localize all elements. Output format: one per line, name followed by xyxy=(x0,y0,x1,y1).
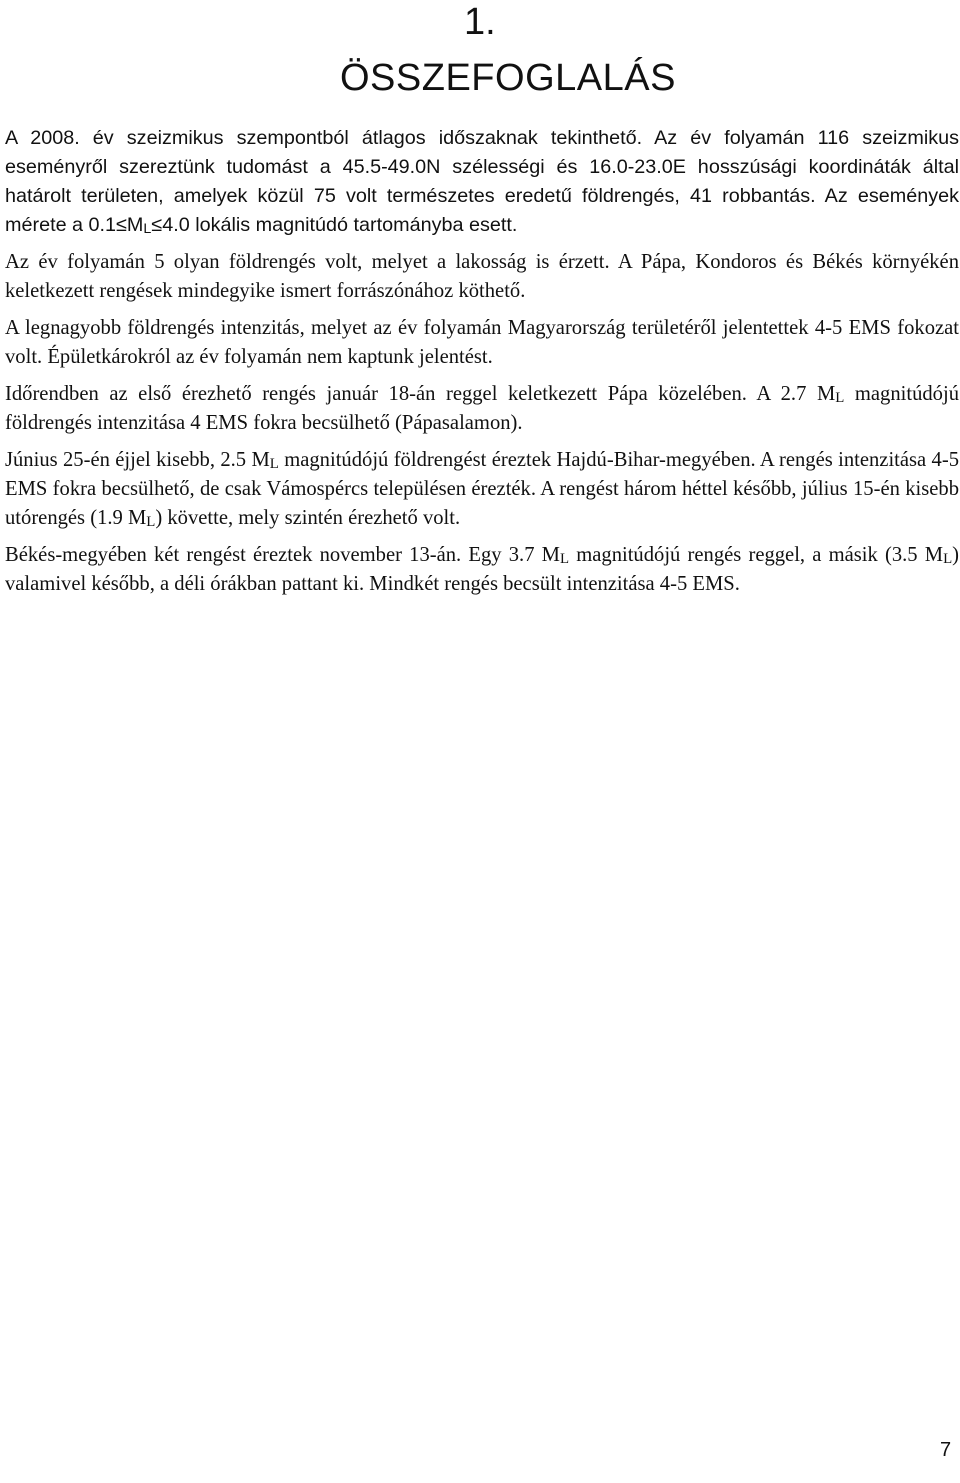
chapter-number: 1. xyxy=(464,1,496,43)
paragraph-text: Június 25-én éjjel kisebb, 2.5 M xyxy=(5,449,270,471)
paragraph-text: magnitúdójú rengés reggel, a másik (3.5 M xyxy=(569,544,944,566)
magnitude-subscript: L xyxy=(269,456,279,473)
less-equal-symbol: ≤ xyxy=(116,214,127,236)
paragraph-text: ) valamivel később, a déli órákban pattant ki. Mindkét rengés becsült intenzitása 4-5 EMS. xyxy=(5,544,959,595)
paragraph-text: Időrendben az első érezhető rengés január 18-án reggel keletkezett Pápa közelében. A 2.7 M xyxy=(5,383,836,405)
summary-paragraph-5 xyxy=(5,446,959,533)
document-body xyxy=(5,124,959,607)
chapter-title: ÖSSZEFOGLALÁS xyxy=(340,57,676,99)
paragraph-text: Békés-megyében két rengést éreztek november 13-án. Egy 3.7 M xyxy=(5,544,560,566)
summary-paragraph-3: A legnagyobb földrengés intenzitás, melyet az év folyamán Magyarország területéről jelentettek 4-5 EMS fokozat volt. Épületkárokról az év folyamán nem kaptunk jelentést. xyxy=(5,317,959,368)
less-equal-symbol: ≤ xyxy=(151,214,163,236)
summary-paragraph-4 xyxy=(5,380,959,438)
magnitude-subscript: L xyxy=(146,514,156,531)
magnitude-symbol: M xyxy=(126,214,144,236)
summary-paragraph-2: Az év folyamán 5 olyan földrengés volt, melyet a lakosság is érzett. A Pápa, Kondoros és Békés környékén keletkezett rengések mindegyike ismert forrászónához köthető. xyxy=(5,251,959,302)
paragraph-text: 4.0 lokális magnitúdó tartományba esett. xyxy=(162,214,518,236)
magnitude-subscript: L xyxy=(559,551,570,568)
page-number: 7 xyxy=(940,1439,952,1461)
summary-paragraph-6 xyxy=(5,541,959,599)
paragraph-text: ) követte, mely szintén érezhető volt. xyxy=(155,507,461,529)
paragraph-text: magnitúdójú földrengés intenzitása 4 EMS fokra becsülhető (Pápasalamon). xyxy=(5,383,959,434)
magnitude-subscript: L xyxy=(943,551,953,568)
summary-paragraph-1 xyxy=(5,124,959,240)
paragraph-text: magnitúdójú földrengést éreztek Hajdú-Bihar-megyében. A rengés intenzitása 4-5 EMS fokra becsülhető, de csak Vámospércs településen érezték. A rengést három héttel később, július 15-én kisebb utórengés (1.9 M xyxy=(5,449,960,529)
magnitude-subscript: L xyxy=(143,221,152,238)
paragraph-text: A 2008. év szeizmikus szempontból átlagos időszaknak tekinthető. Az év folyamán 116 szeizmikus eseményről szereztünk tudomást a 45.5-49.0N szélességi és 16.0-23.0E hosszúsági koordináták által határolt területen, amelyek közül 75 volt természetes eredetű földrengés, 41 robbantás. Az események mérete a 0.1 xyxy=(5,127,959,236)
magnitude-subscript: L xyxy=(835,390,845,407)
